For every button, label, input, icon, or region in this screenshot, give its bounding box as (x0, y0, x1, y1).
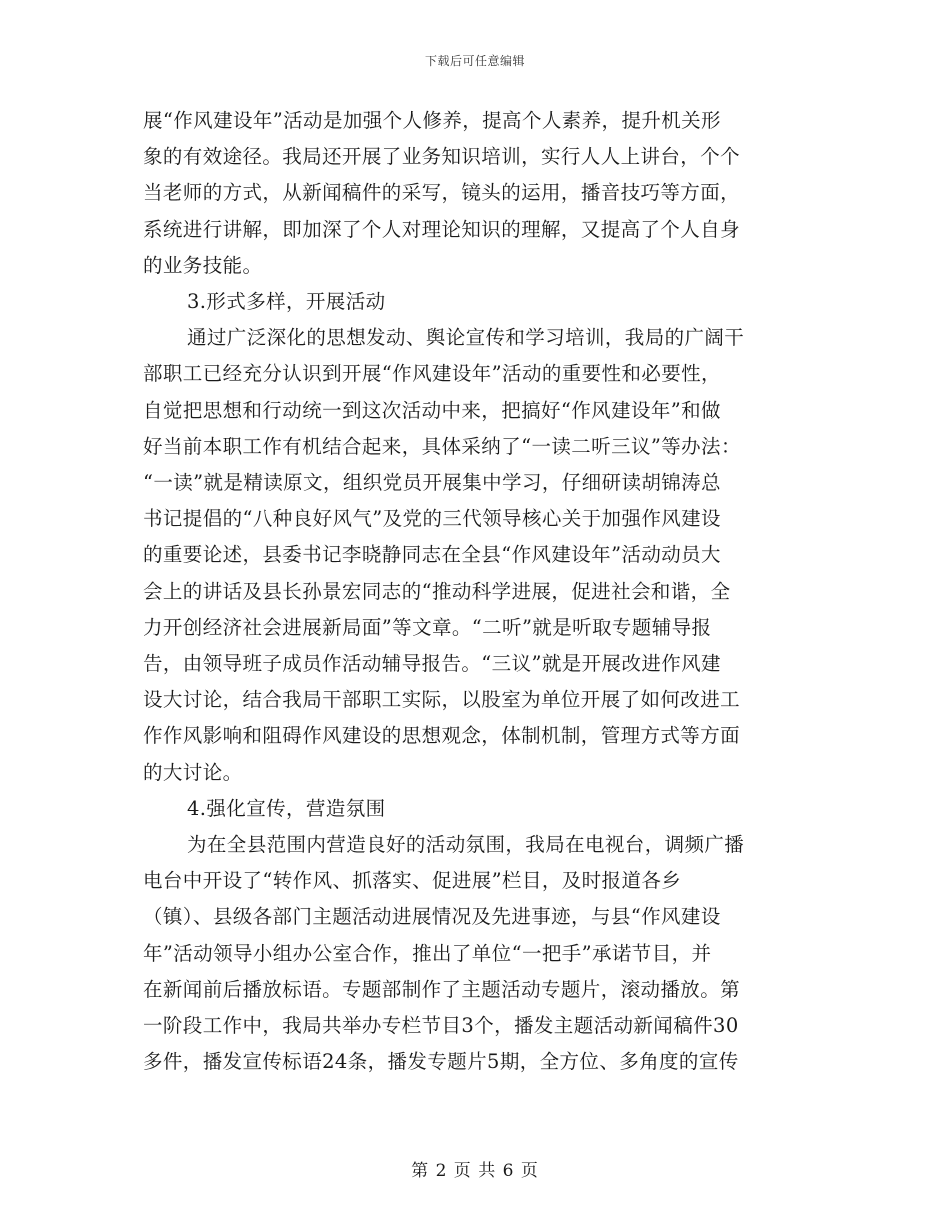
body-line: 的重要论述，县委书记李晓静同志在全县“作风建设年”活动动员大 (143, 543, 721, 567)
page-header: 下载后可任意编辑 (424, 54, 525, 68)
body-line: 系统进行讲解，即加深了个人对理论知识的理解，又提高了个人自身 (143, 217, 741, 241)
page-footer: 第 2 页 共 6 页 (411, 1161, 539, 1181)
body-line: （镇）、县级各部门主题活动进展情况及先进事迹，与县“作风建设 (143, 905, 721, 929)
body-line: 告，由领导班子成员作活动辅导报告。“三议”就是开展改进作风建 (143, 652, 721, 676)
body-line: 展“作风建设年”活动是加强个人修养，提高个人素养，提升机关形 (143, 109, 721, 132)
section-heading: 3.形式多样，开展活动 (187, 290, 386, 314)
body-line: 书记提倡的“八种良好风气”及党的三代领导核心关于加强作风建设 (143, 507, 721, 531)
body-line: 为在全县范围内营造良好的活动氛围，我局在电视台，调频广播 (187, 833, 745, 857)
section-heading: 4.强化宣传，营造氛围 (187, 796, 386, 820)
body-line: 设大讨论，结合我局干部职工实际，以股室为单位开展了如何改进工 (143, 688, 741, 712)
body-line: 在新闻前后播放标语。专题部制作了主题活动专题片，滚动播放。第 (143, 977, 741, 1001)
body-line: “一读”就是精读原文，组织党员开展集中学习，仔细研读胡锦涛总 (143, 471, 721, 495)
body-line: 作作风影响和阻碍作风建设的思想观念，体制机制，管理方式等方面 (143, 724, 741, 748)
body-line: 电台中开设了“转作风、抓落实、促进展”栏目，及时报道各乡 (143, 869, 682, 893)
body-line: 当老师的方式，从新闻稿件的采写，镜头的运用，播音技巧等方面， (143, 181, 741, 205)
body-line: 的大讨论。 (143, 760, 243, 784)
body-line: 部职工已经充分认识到开展“作风建设年”活动的重要性和必要性， (143, 362, 721, 386)
body-line: 好当前本职工作有机结合起来，具体采纳了“一读二听三议”等办法： (143, 434, 741, 458)
body-line: 多件，播发宣传标语24条，播发专题片5期，全方位、多角度的宣传 (143, 1050, 739, 1074)
body-line: 年”活动领导小组办公室合作，推出了单位“一把手”承诺节目，并 (143, 941, 712, 965)
body-line: 象的有效途径。我局还开展了业务知识培训，实行人人上讲台，个个 (143, 145, 741, 169)
body-line: 力开创经济社会进展新局面”等文章。“二听”就是听取专题辅导报 (143, 615, 712, 639)
body-line: 的业务技能。 (143, 253, 263, 277)
document-body (143, 103, 803, 1080)
body-line: 自觉把思想和行动统一到这次活动中来，把搞好“作风建设年”和做 (143, 398, 721, 422)
body-line: 通过广泛深化的思想发动、舆论宣传和学习培训，我局的广阔干 (187, 326, 745, 350)
body-line: 会上的讲话及县长孙景宏同志的“推动科学进展，促进社会和谐，全 (143, 579, 731, 603)
body-line: 一阶段工作中，我局共举办专栏节目3个，播发主题活动新闻稿件30 (143, 1014, 739, 1038)
